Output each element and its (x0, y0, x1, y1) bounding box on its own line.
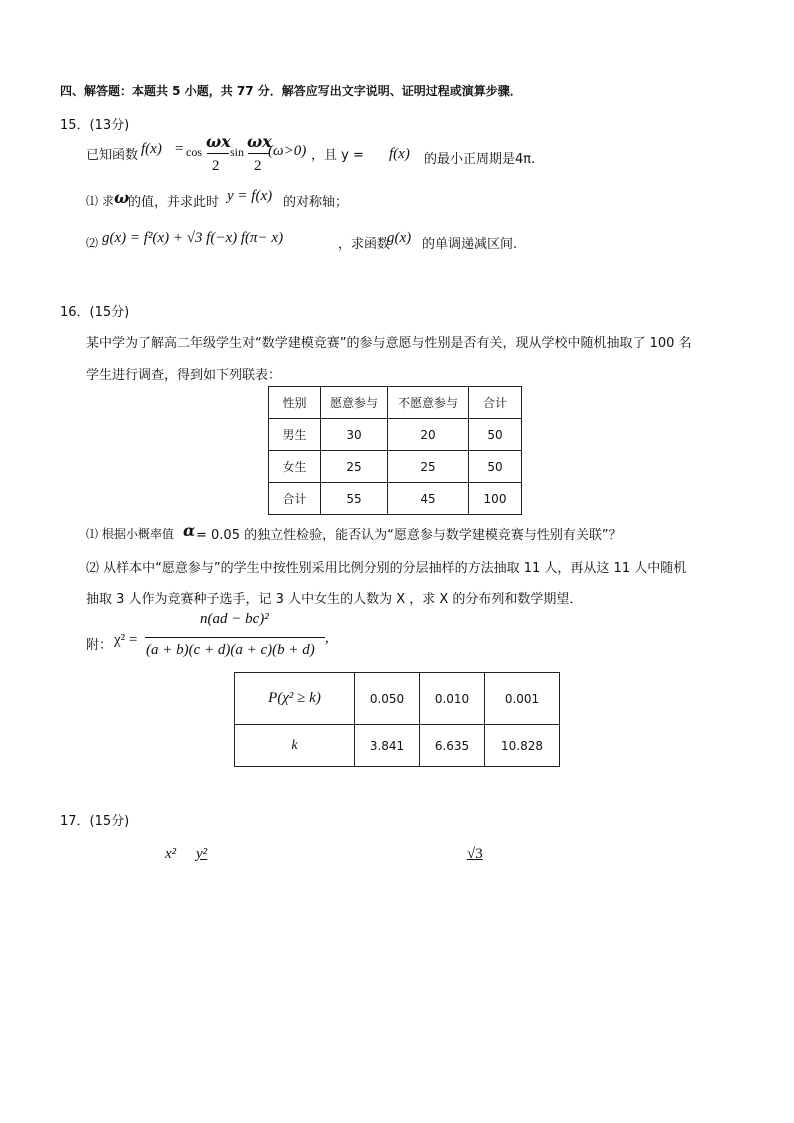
table-cell: k (235, 725, 355, 767)
q17-y-squared: y² (196, 846, 208, 862)
table-cell: 男生 (269, 419, 321, 451)
q15-part2-g: g(x) (387, 230, 412, 246)
q15-part2-label: ⑵ (86, 236, 99, 250)
table-cell: 10.828 (485, 725, 560, 767)
table-cell: 55 (321, 483, 388, 515)
table-cell: 0.001 (485, 673, 560, 725)
table-header-cell: 愿意参与 (321, 387, 388, 419)
q16-formula-line (145, 637, 325, 638)
table-row (235, 673, 560, 725)
q16-part2-line1: ⑵ 从样本中“愿意参与”的学生中按性别采用比例分别的分层抽样的方法抽取 11 人，再从这 11 人中随机 (86, 561, 687, 576)
table-row (235, 725, 560, 767)
q15-fx-2: f(x) (389, 146, 410, 162)
q15-part2-text: ，求函数 (338, 237, 391, 252)
q15-frac1-num: ωx (206, 132, 231, 151)
q15-frac2-line (248, 153, 270, 154)
section-heading: 四、解答题：本题共 5 小题，共 77 分．解答应写出文字说明、证明过程或演算步骤． (60, 84, 522, 98)
q15-number: 15．(13分) (60, 118, 130, 133)
table-header-cell: 不愿意参与 (388, 387, 469, 419)
q17-sqrt3: √3 (467, 846, 483, 862)
table-cell: 3.841 (355, 725, 420, 767)
q16-alpha: α (183, 521, 196, 540)
table-row (269, 419, 522, 451)
q16-line2: 学生进行调查，得到如下列联表： (86, 368, 282, 383)
q15-part1-end: 的对称轴； (283, 195, 349, 210)
q16-chi-square: χ² = (114, 632, 138, 648)
q15-intro: 已知函数 (86, 148, 139, 163)
table-cell: 50 (469, 419, 522, 451)
contingency-table (268, 386, 522, 515)
q16-part2-line2: 抽取 3 人作为竞赛种子选手，记 3 人中女生的人数为 X ，求 X 的分布列和数学期望． (86, 592, 583, 607)
table-cell: 6.635 (420, 725, 485, 767)
q15-frac1-line (207, 153, 229, 154)
table-cell: P(χ² ≥ k) (235, 673, 355, 725)
q15-eq: = (175, 141, 184, 157)
q15-sin: sin (230, 145, 245, 159)
q15-frac2-den: 2 (254, 158, 262, 174)
table-cell: 0.050 (355, 673, 420, 725)
table-cell: 100 (469, 483, 522, 515)
q16-line1: 某中学为了解高二年级学生对“数学建模竞赛”的参与意愿与性别是否有关，现从学校中随机抽取了 100 名 (86, 336, 692, 351)
table-row (269, 451, 522, 483)
q17-number: 17．(15分) (60, 814, 130, 829)
q15-condition: (ω>0) (268, 143, 307, 159)
q15-min-period: 的最小正周期是4π. (424, 152, 536, 167)
q15-part1-label: ⑴ 求 (86, 194, 114, 208)
q15-part2-end: 的单调递减区间. (422, 237, 518, 252)
q15-frac1-den: 2 (212, 158, 220, 174)
q15-omega: ω (114, 188, 130, 207)
q16-formula-comma: , (325, 630, 329, 646)
q16-part1-label: ⑴ 根据小概率值 (86, 527, 174, 541)
q16-formula-denominator: (a + b)(c + d)(a + c)(b + d) (146, 642, 315, 658)
q16-appendix-label: 附： (86, 638, 113, 653)
q15-part1-expr: y = f(x) (227, 188, 273, 204)
q15-cos: cos (186, 145, 202, 159)
q15-fx: f(x) (141, 141, 162, 157)
table-cell: 25 (388, 451, 469, 483)
table-cell: 25 (321, 451, 388, 483)
table-cell: 合计 (269, 483, 321, 515)
table-cell: 0.010 (420, 673, 485, 725)
critical-value-table (234, 672, 560, 767)
q16-formula-numerator: n(ad − bc)² (200, 611, 269, 627)
q15-part1-text: 的值，并求此时 (128, 195, 220, 210)
q17-x-squared: x² (165, 846, 177, 862)
q16-part1-text: = 0.05 的独立性检验，能否认为“愿意参与数学建模竞赛与性别有关联”？ (196, 528, 622, 543)
q15-part2-expr: g(x) = f²(x) + √3 f(−x) f(π− x) (102, 230, 284, 246)
table-cell: 50 (469, 451, 522, 483)
table-header-cell: 性别 (269, 387, 321, 419)
q15-and-y: ，且 y = (311, 148, 364, 163)
table-row (269, 483, 522, 515)
table-header-row (269, 387, 522, 419)
table-cell: 30 (321, 419, 388, 451)
table-cell: 45 (388, 483, 469, 515)
table-cell: 20 (388, 419, 469, 451)
q16-number: 16．(15分) (60, 305, 130, 320)
table-cell: 女生 (269, 451, 321, 483)
table-header-cell: 合计 (469, 387, 522, 419)
q15-frac2-num: ωx (247, 132, 272, 151)
